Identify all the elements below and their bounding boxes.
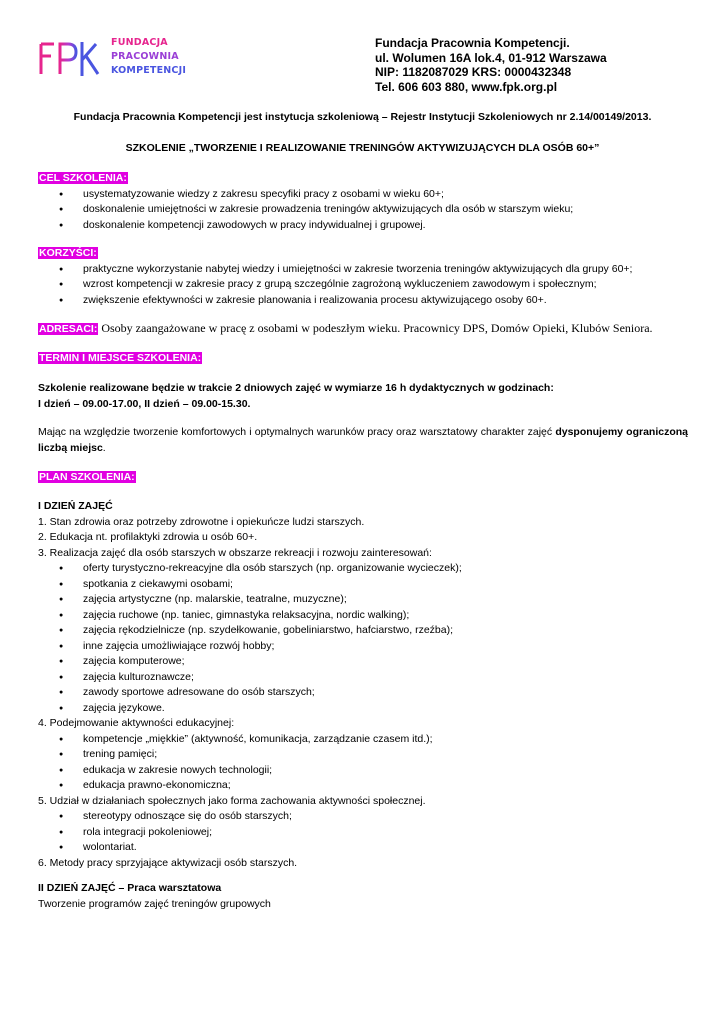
list-item: ● rola integracji pokoleniowej; [38,825,688,841]
list-item: ● praktyczne wykorzystanie nabytej wiedzy i umiejętności w zakresie tworzenia treningów aktywizujących dla grupy 60+; [38,262,688,278]
termin-details [38,381,688,412]
list-item: ● zwiększenie efektywności w zakresie planowania i realizowania procesu aktywizującego osoby 60+. [38,293,688,309]
logo-line-1: FUNDACJA [111,37,168,48]
list-item: ● kompetencje „miękkie” (aktywność, komunikacja, zarządzanie czasem itd.); [38,732,688,748]
list-item: ● zawody sportowe adresowane do osób starszych; [38,685,688,701]
list-item: ● doskonalenie kompetencji zawodowych w pracy indywidualnej i grupowej. [38,218,688,234]
plan-day1 [38,499,688,871]
termin-line-1: Szkolenie realizowane będzie w trakcie 2 dniowych zajęć w wymiarze 16 h dydaktycznych w godzinach: [38,382,554,394]
section-termin [38,351,688,367]
contact-nip-krs: NIP: 1182087029 KRS: 0000432348 [375,65,572,79]
list-item: ● zajęcia ruchowe (np. taniec, gimnastyka relaksacyjna, nordic walking); [38,608,688,624]
cel-list [38,187,688,234]
fpk-logo [38,36,198,82]
fpk-logo-mark-icon [38,36,108,82]
list-item: ● zajęcia kulturoznawcze; [38,670,688,686]
korzysci-list [38,262,688,309]
plan-point-1: 1. Stan zdrowia oraz potrzeby zdrowotne i opiekuńcze ludzi starszych. [38,515,365,528]
plan-point-4-list [38,732,688,794]
termin-para-bold: dysponujemy ograniczoną liczbą miejsc [38,426,688,454]
list-item: ● trening pamięci; [38,747,688,763]
plan-point-6: 6. Metody pracy sprzyjające aktywizacji osób starszych. [38,856,298,869]
logo-text [111,36,186,78]
plan-day2 [38,881,688,912]
day2-text: Tworzenie programów zajęć treningów grupowych [38,897,271,910]
contact-block [375,36,607,94]
list-item: ● wolontariat. [38,840,688,856]
plan-point-5: 5. Udział w działaniach społecznych jako forma zachowania aktywności społecznej. [38,794,426,807]
intro-statement: Fundacja Pracownia Kompetencji jest instytucja szkoleniową – Rejestr Instytucji Szkoleniowych nr 2.14/00149/2013. [73,111,652,123]
list-item: ● spotkania z ciekawymi osobami; [38,577,688,593]
termin-para-end: . [102,441,106,454]
contact-org-name: Fundacja Pracownia Kompetencji. [375,36,570,50]
plan-heading: PLAN SZKOLENIA: [39,471,135,483]
termin-line-2: I dzień – 09.00-17.00, II dzień – 09.00-15.30. [38,397,251,410]
section-korzysci [38,246,688,308]
cel-heading: CEL SZKOLENIA: [39,172,127,184]
section-plan [38,470,688,486]
adresaci-heading: ADRESACI: [39,323,98,335]
list-item: ● doskonalenie umiejętności w zakresie prowadzenia treningów aktywizujących dla osób w starszym wieku; [38,202,688,218]
section-adresaci [38,321,653,336]
list-item: ● wzrost kompetencji w zakresie pracy z grupą szczególnie zagrożoną wykluczeniem zawodowym i społecznym; [38,277,688,293]
korzysci-heading: KORZYŚCI: [39,247,97,259]
list-item: ● stereotypy odnoszące się do osób starszych; [38,809,688,825]
list-item: ● zajęcia komputerowe; [38,654,688,670]
training-title: SZKOLENIE „TWORZENIE I REALIZOWANIE TRENINGÓW AKTYWIZUJĄCYCH DLA OSÓB 60+” [125,142,600,154]
list-item: ● inne zajęcia umożliwiające rozwój hobby; [38,639,688,655]
list-item: ● zajęcia rękodzielnicze (np. szydełkowanie, gobeliniarstwo, hafciarstwo, rzeźba); [38,623,688,639]
contact-address: ul. Wolumen 16A lok.4, 01-912 Warszawa [375,50,607,65]
day1-title: I DZIEŃ ZAJĘĆ [38,500,113,512]
plan-point-3-list [38,561,688,716]
list-item: ● usystematyzowanie wiedzy z zakresu specyfiki pracy z osobami w wieku 60+; [38,187,688,203]
list-item: ● edukacja w zakresie nowych technologii; [38,763,688,779]
plan-point-5-list [38,809,688,856]
section-cel [38,171,688,233]
list-item: ● edukacja prawno-ekonomiczna; [38,778,688,794]
adresaci-text: Osoby zaangażowane w pracę z osobami w podeszłym wieku. Pracownicy DPS, Domów Opieki, Klubów Seniora. [98,321,653,335]
day2-title: II DZIEŃ ZAJĘĆ – Praca warsztatowa [38,882,222,894]
termin-para-text: Mając na względzie tworzenie komfortowych i optymalnych warunków pracy oraz warsztatowy charakter zajęć [38,426,556,438]
logo-line-3: KOMPETENCJI [111,65,187,76]
logo-line-2: PRACOWNIA [111,51,179,62]
plan-point-4: 4. Podejmowanie aktywności edukacyjnej: [38,717,235,729]
termin-heading: TERMIN I MIEJSCE SZKOLENIA: [39,352,202,364]
termin-paragraph [38,425,688,456]
contact-phone-web: Tel. 606 603 880, www.fpk.org.pl [375,79,558,94]
list-item: ● oferty turystyczno-rekreacyjne dla osób starszych (np. organizowanie wycieczek); [38,561,688,577]
plan-point-2: 2. Edukacja nt. profilaktyki zdrowia u osób 60+. [38,531,258,543]
list-item: ● zajęcia językowe. [38,701,688,717]
plan-point-3: 3. Realizacja zajęć dla osób starszych w obszarze rekreacji i rozwoju zainteresowań: [38,546,432,559]
list-item: ● zajęcia artystyczne (np. malarskie, teatralne, muzyczne); [38,592,688,608]
